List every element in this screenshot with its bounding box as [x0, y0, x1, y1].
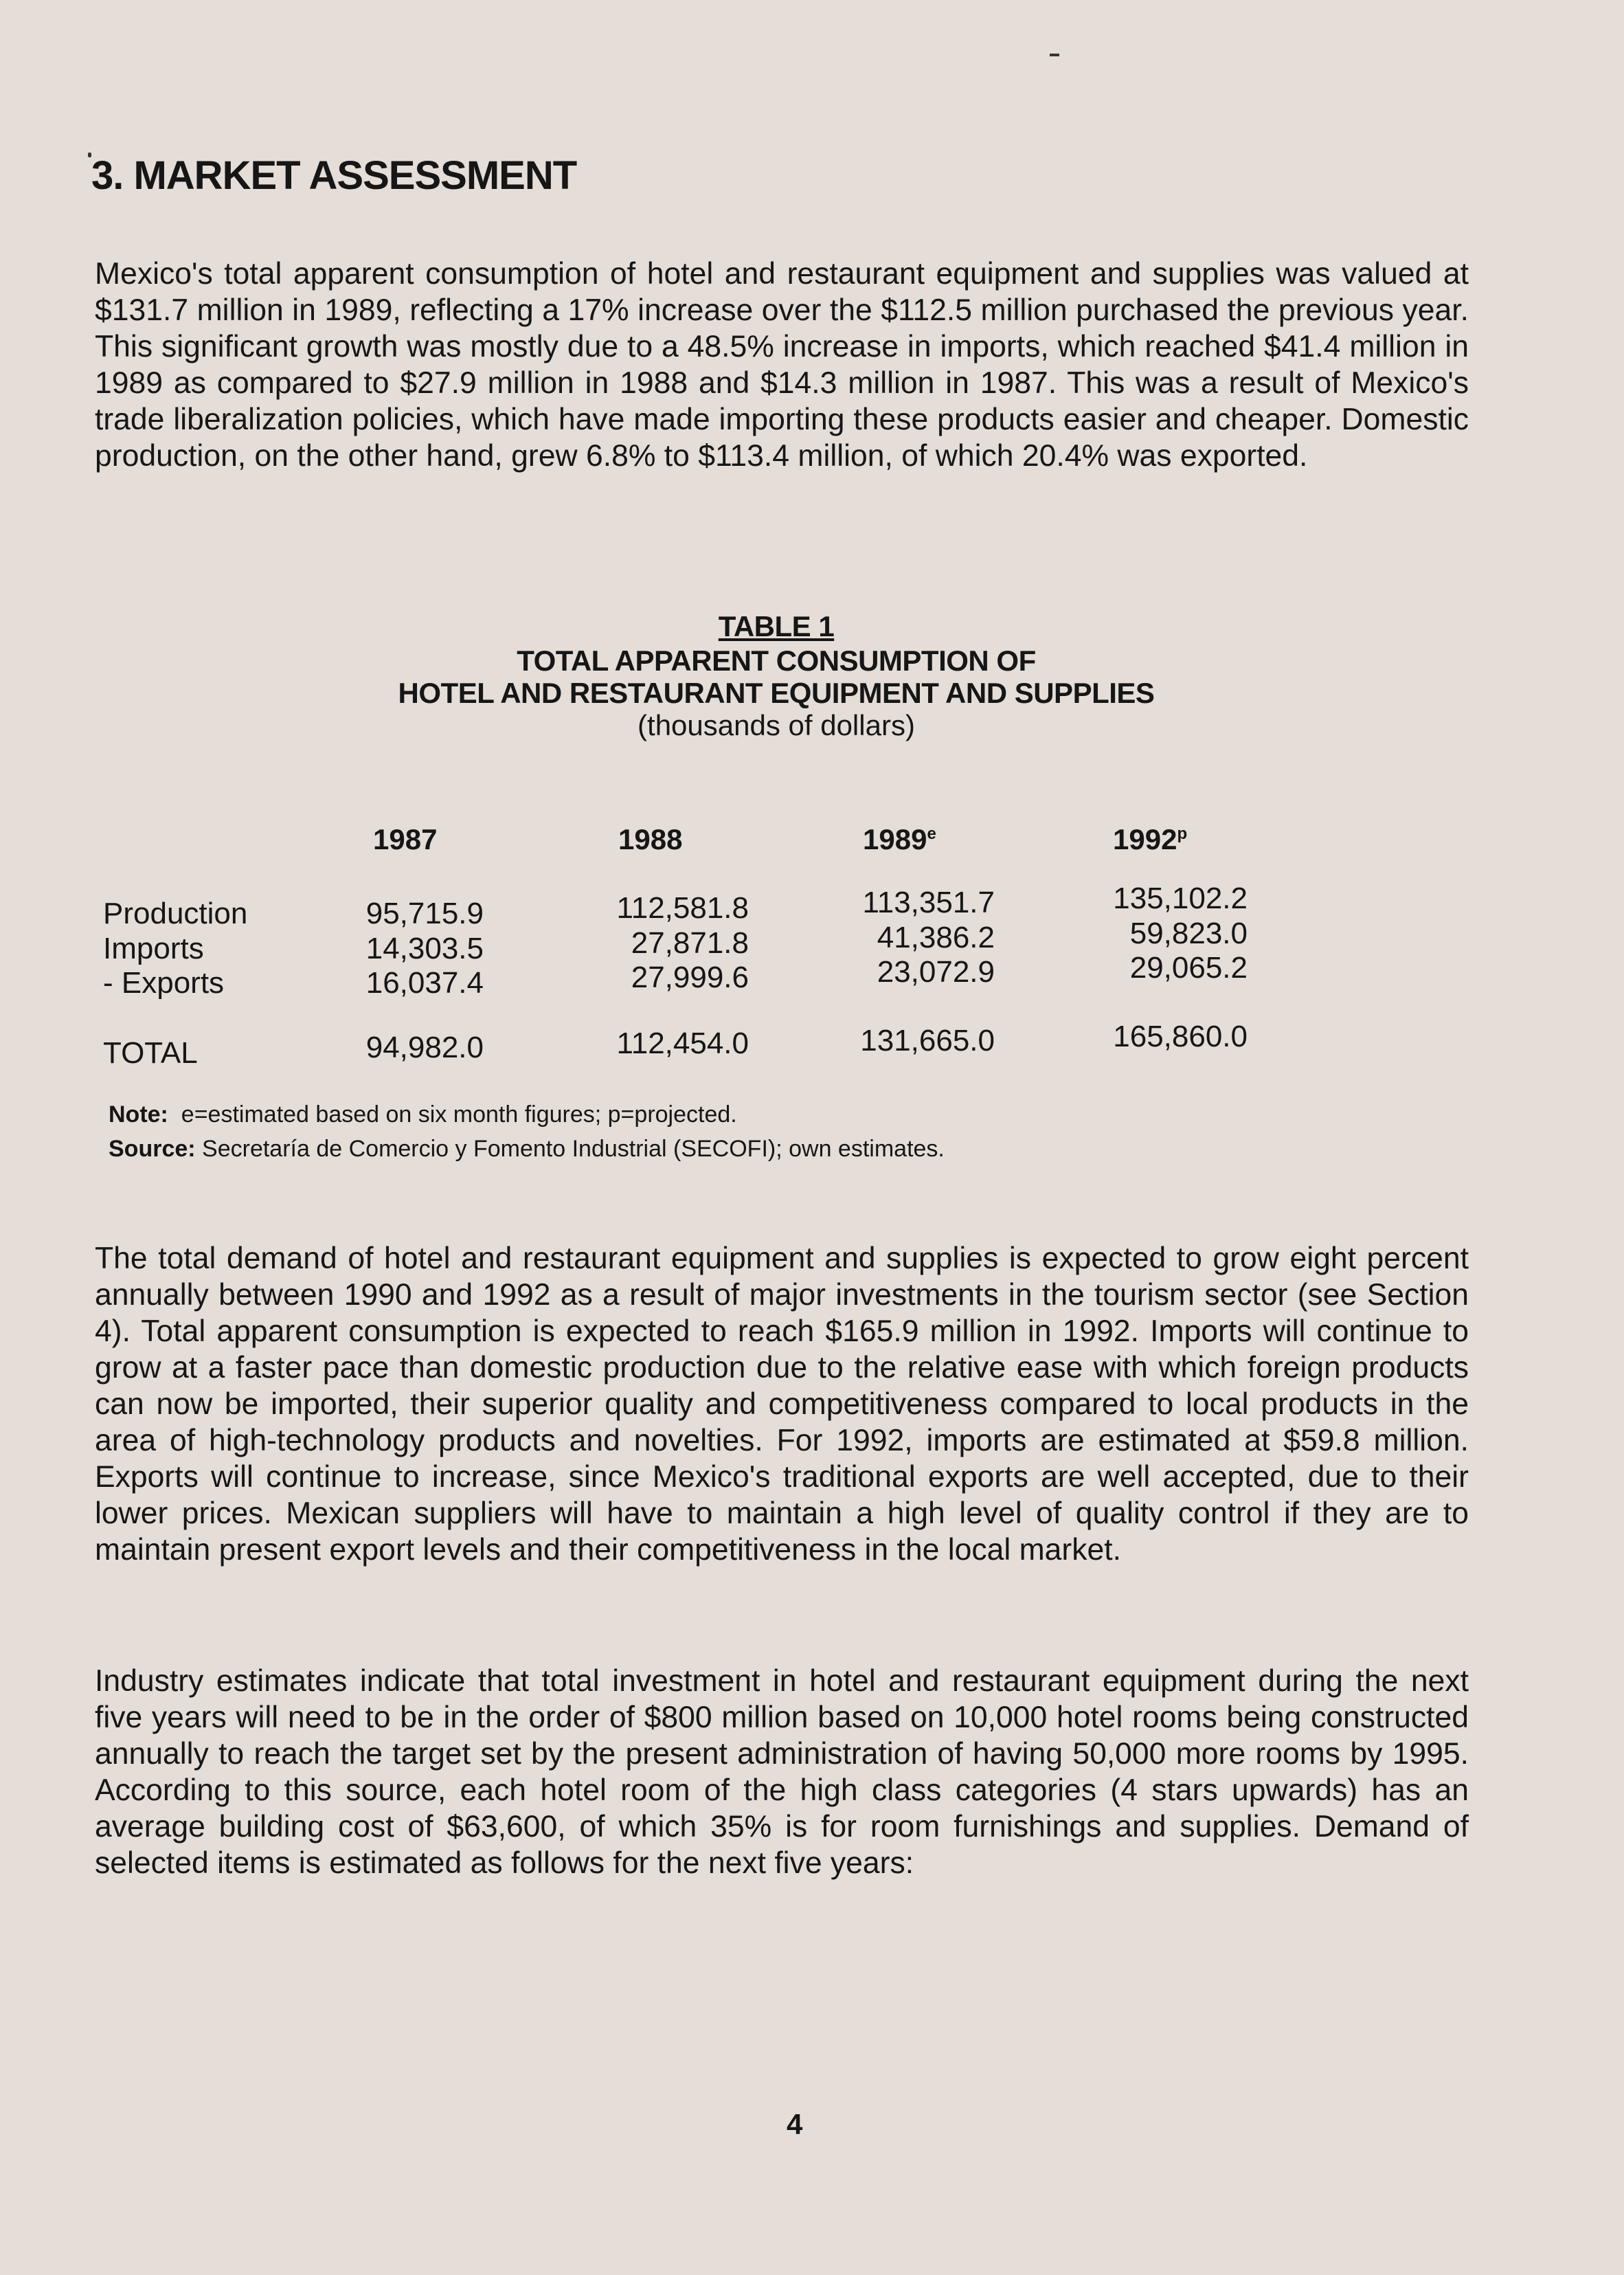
table-subtitle: (thousands of dollars)	[638, 709, 915, 741]
table-title-line-1: TOTAL APPARENT CONSUMPTION OF	[517, 645, 1036, 677]
paragraph-industry-estimates: Industry estimates indicate that total investment in hotel and restaurant equipment during the next five years will need to be in the order of $800 million based on 10,000 hotel rooms being constructed annually to reach the target set by the present administration of having 50,000 more rooms by 1995. According to this source, each hotel room of the high class categories (4 stars upwards) has an average building cost of $63,600, of which 35% is for room furnishings and supplies. Demand of selected items is estimated as follows for the next five years:	[95, 1664, 1469, 1880]
column-header-1987: 1987	[373, 823, 438, 855]
table-cell: 14,303.5	[365, 932, 484, 965]
table-cell: 41,386.2	[877, 921, 995, 954]
paragraph-market-overview: Mexico's total apparent consumption of hotel and restaurant equipment and supplies was valued at $131.7 million in 1989, reflecting a 17% increase over the $112.5 million purchased the previous year. This significant growth was mostly due to a 48.5% increase in imports, which reached $41.4 million in 1989 as compared to $27.9 million in 1988 and $14.3 million in 1987. This was a result of Mexico's trade liberalization policies, which have made importing these products easier and cheaper. Domestic production, on the other hand, grew 6.8% to $113.4 million, of which 20.4% was exported.	[95, 257, 1469, 473]
column-header-1992: 1992$^p$	[1113, 823, 1188, 855]
table-cell: 27,999.6	[631, 961, 749, 994]
table-cell: 59,823.0	[1129, 917, 1248, 950]
table-cell: 23,072.9	[877, 955, 995, 989]
column-header-1988: 1988	[618, 823, 683, 855]
table-cell: 131,665.0	[860, 1024, 995, 1057]
table-cell: 112,454.0	[616, 1027, 749, 1060]
table-title-line-2: HOTEL AND RESTAURANT EQUIPMENT AND SUPPLIES	[398, 677, 1155, 709]
section-heading: 3. MARKET ASSESSMENT	[91, 153, 577, 198]
table-cell: 16,037.4	[365, 966, 484, 1000]
table-cell: 112,581.8	[616, 891, 749, 925]
table-cell: 94,982.0	[365, 1031, 484, 1064]
table-cell: 113,351.7	[862, 886, 995, 919]
table-cell: 165,860.0	[1113, 1020, 1248, 1053]
row-label-exports: - Exports	[103, 966, 225, 1000]
table-cell: 135,102.2	[1113, 882, 1248, 915]
paragraph-demand-outlook: The total demand of hotel and restaurant equipment and supplies is expected to grow eight percent annually between 1990 and 1992 as a result of major investments in the tourism sector (see Section 4). Total apparent consumption is expected to reach $165.9 million in 1992. Imports will continue to grow at a faster pace than domestic production due to the relative ease with which foreign products can now be imported, their superior quality and competitiveness compared to local products in the area of high-technology products and novelties. For 1992, imports are estimated at $59.8 million. Exports will continue to increase, since Mexico's traditional exports are well accepted, due to their lower prices. Mexican suppliers will have to maintain a high level of quality control if they are to maintain present export levels and their competitiveness in the local market.	[95, 1242, 1469, 1567]
table-label: TABLE 1	[718, 610, 835, 642]
row-label-total: TOTAL	[103, 1036, 198, 1070]
scan-mark	[1050, 54, 1059, 56]
table-cell: 27,871.8	[631, 926, 749, 960]
table-cell: 95,715.9	[365, 897, 484, 930]
column-header-1989: 1989e	[863, 823, 936, 855]
table-note: Note: e=estimated based on six month figures; p=projected.	[109, 1101, 737, 1128]
row-label-production: Production	[103, 897, 248, 930]
page-number: 4	[787, 2108, 803, 2140]
table-cell: 29,065.2	[1129, 951, 1248, 985]
row-label-imports: Imports	[103, 932, 204, 965]
table-source: Source: Secretaría de Comercio y Fomento Industrial (SECOFI); own estimates.	[109, 1136, 945, 1162]
